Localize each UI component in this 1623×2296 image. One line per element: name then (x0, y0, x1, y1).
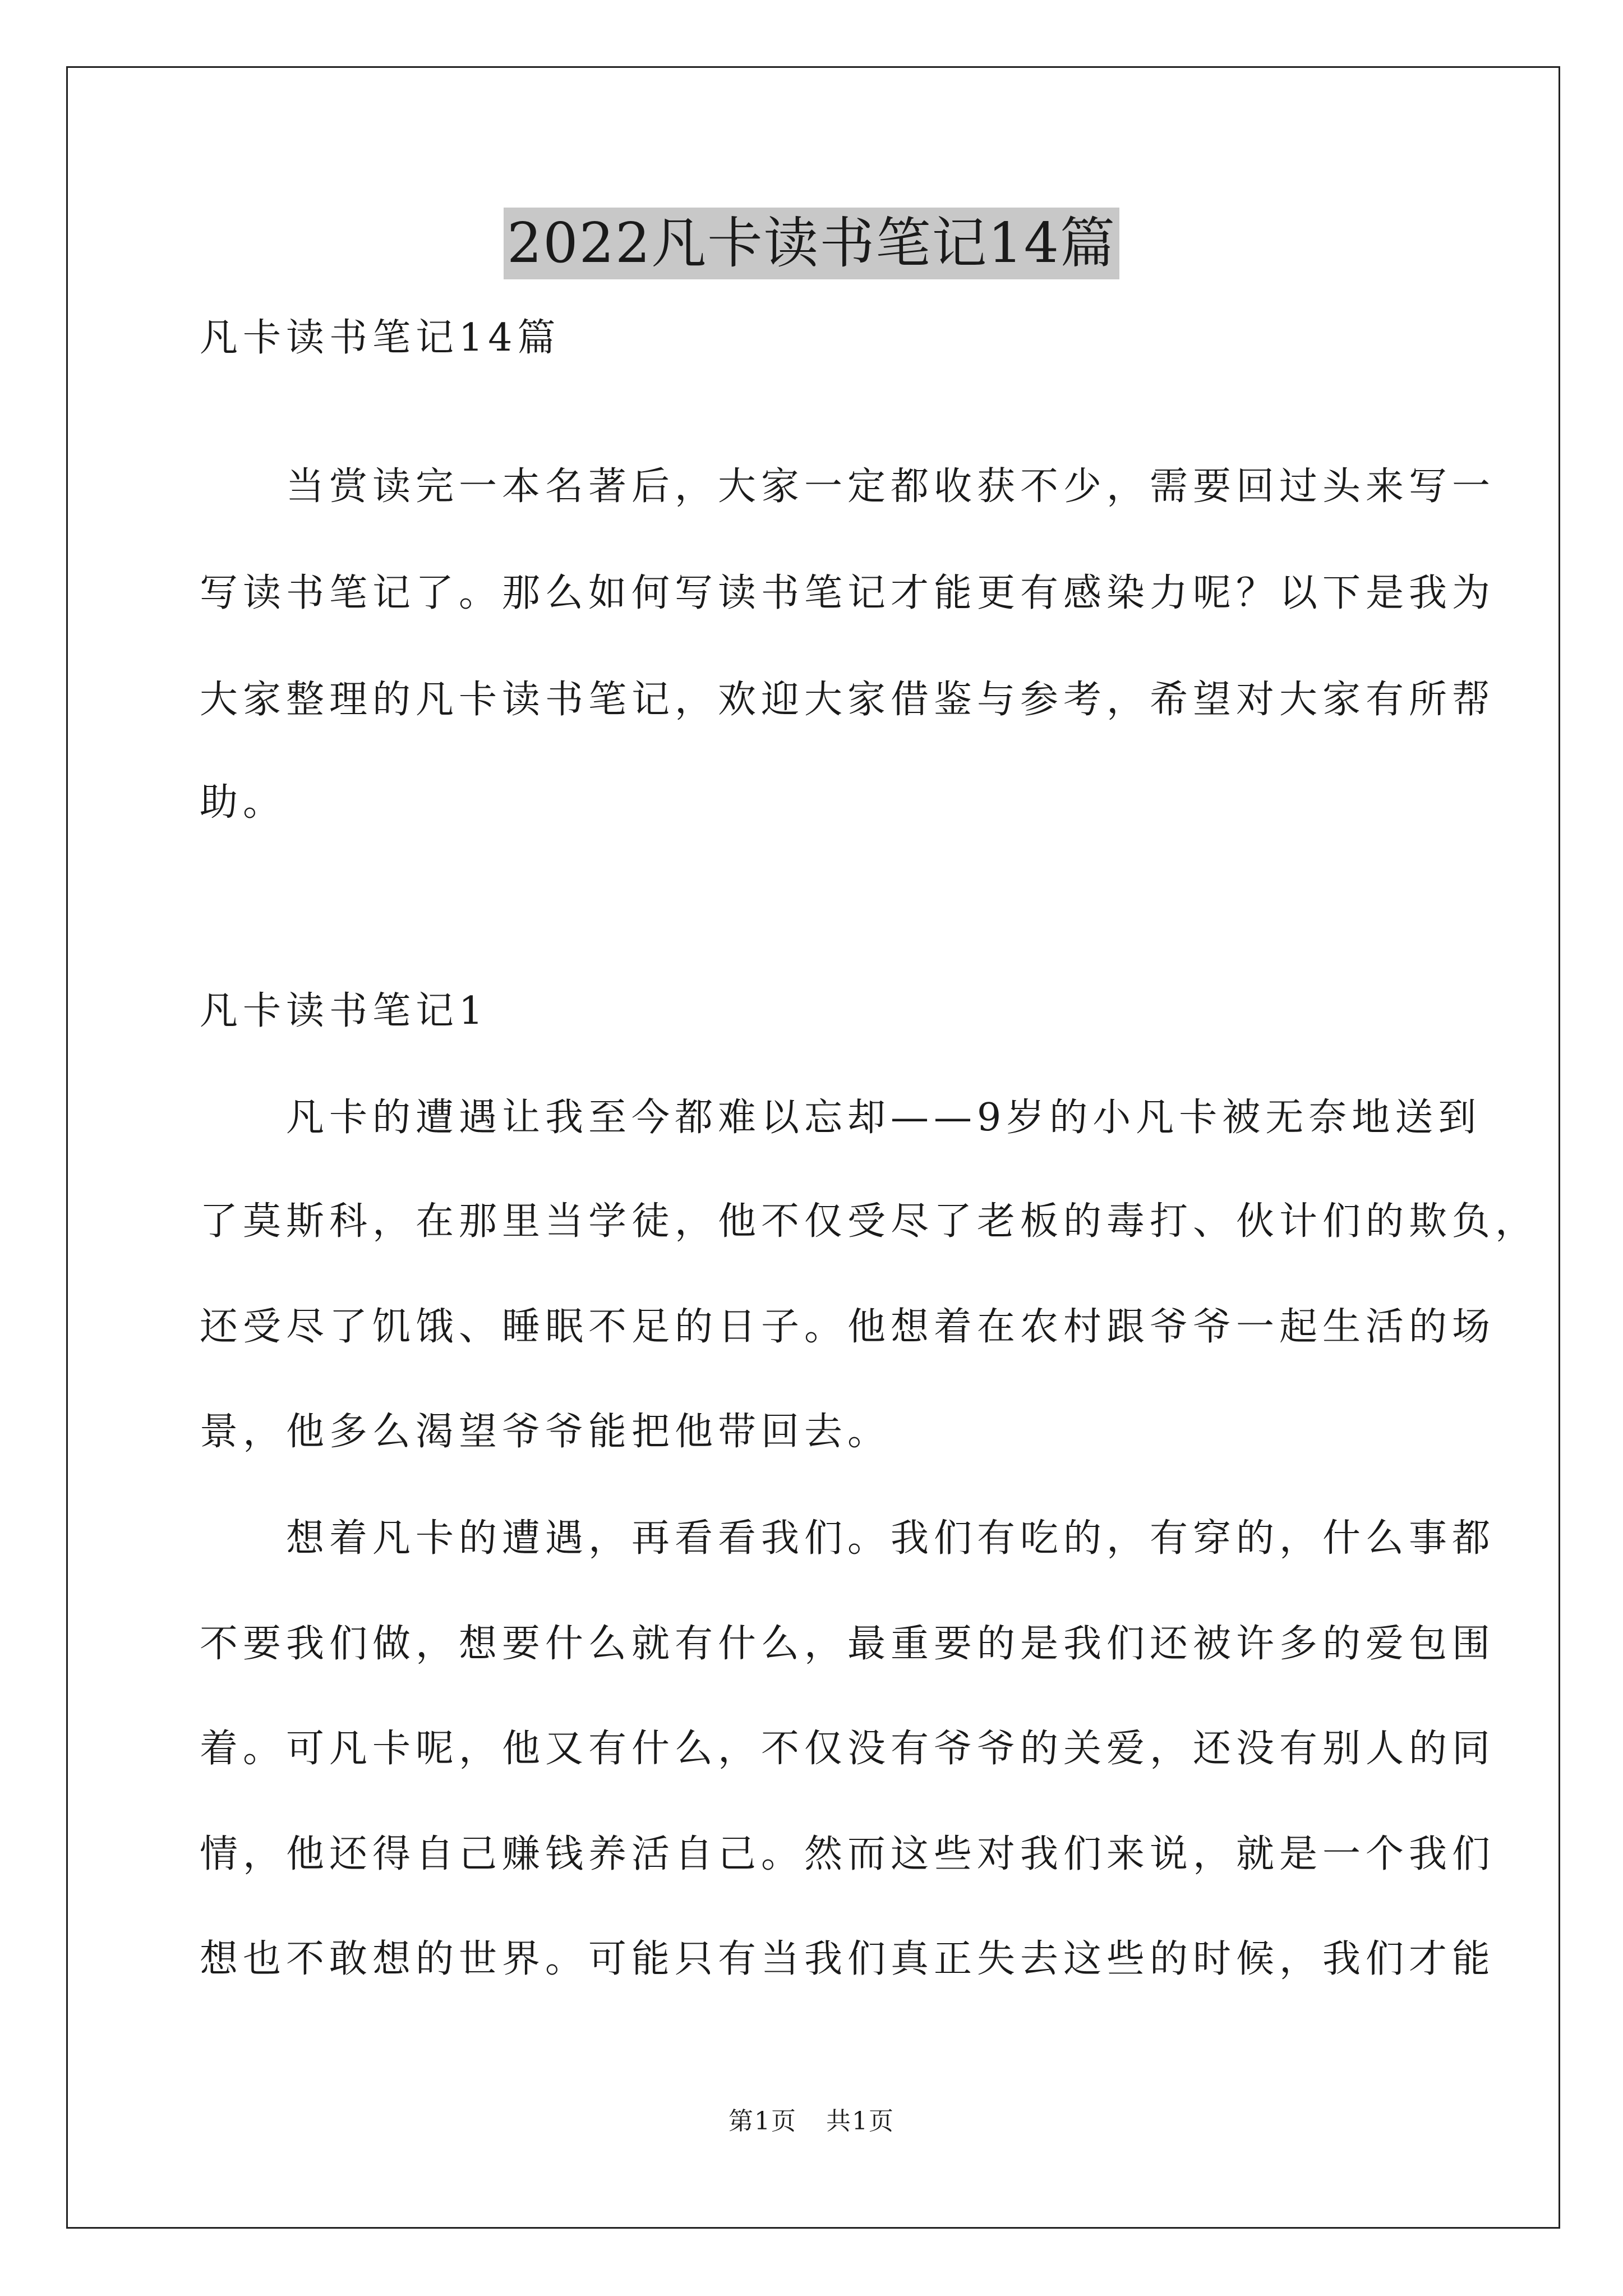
document-title: 2022凡卡读书笔记14篇 (504, 208, 1119, 279)
paragraph-line: 景，他多么渴望爷爷能把他带回去。 (200, 1410, 891, 1454)
intro-line: 大家整理的凡卡读书笔记，欢迎大家借鉴与参考，希望对大家有所帮 (200, 678, 1496, 722)
intro-line: 助。 (200, 780, 287, 825)
paragraph-line: 情，他还得自己赚钱养活自己。然而这些对我们来说，就是一个我们 (200, 1832, 1496, 1876)
title-container (0, 208, 1623, 279)
paragraph-line: 凡卡的遭遇让我至今都难以忘却——9岁的小凡卡被无奈地送到 (200, 1096, 1482, 1140)
paragraph-line: 还受尽了饥饿、睡眠不足的日子。他想着在农村跟爷爷一起生活的场 (200, 1305, 1496, 1349)
page-border (66, 66, 1560, 2229)
paragraph-line: 想着凡卡的遭遇，再看看我们。我们有吃的，有穿的，什么事都 (200, 1516, 1496, 1561)
paragraph-line: 想也不敢想的世界。可能只有当我们真正失去这些的时候，我们才能 (200, 1937, 1496, 1981)
paragraph-line: 了莫斯科，在那里当学徒，他不仅受尽了老板的毒打、伙计们的欺负， (200, 1199, 1539, 1244)
page-footer (0, 2101, 1623, 2137)
paragraph-line: 不要我们做，想要什么就有什么，最重要的是我们还被许多的爱包围 (200, 1622, 1496, 1666)
intro-line: 当赏读完一本名著后，大家一定都收获不少，需要回过头来写一 (200, 464, 1496, 509)
section-heading: 凡卡读书笔记1 (200, 989, 488, 1033)
document-subtitle: 凡卡读书笔记14篇 (200, 316, 561, 360)
page-number: 第1页 (728, 2107, 797, 2136)
intro-line: 写读书笔记了。那么如何写读书笔记才能更有感染力呢？以下是我为 (200, 571, 1496, 615)
paragraph-line: 着。可凡卡呢，他又有什么，不仅没有爷爷的关爱，还没有别人的同 (200, 1727, 1496, 1771)
page-total: 共1页 (826, 2107, 895, 2136)
